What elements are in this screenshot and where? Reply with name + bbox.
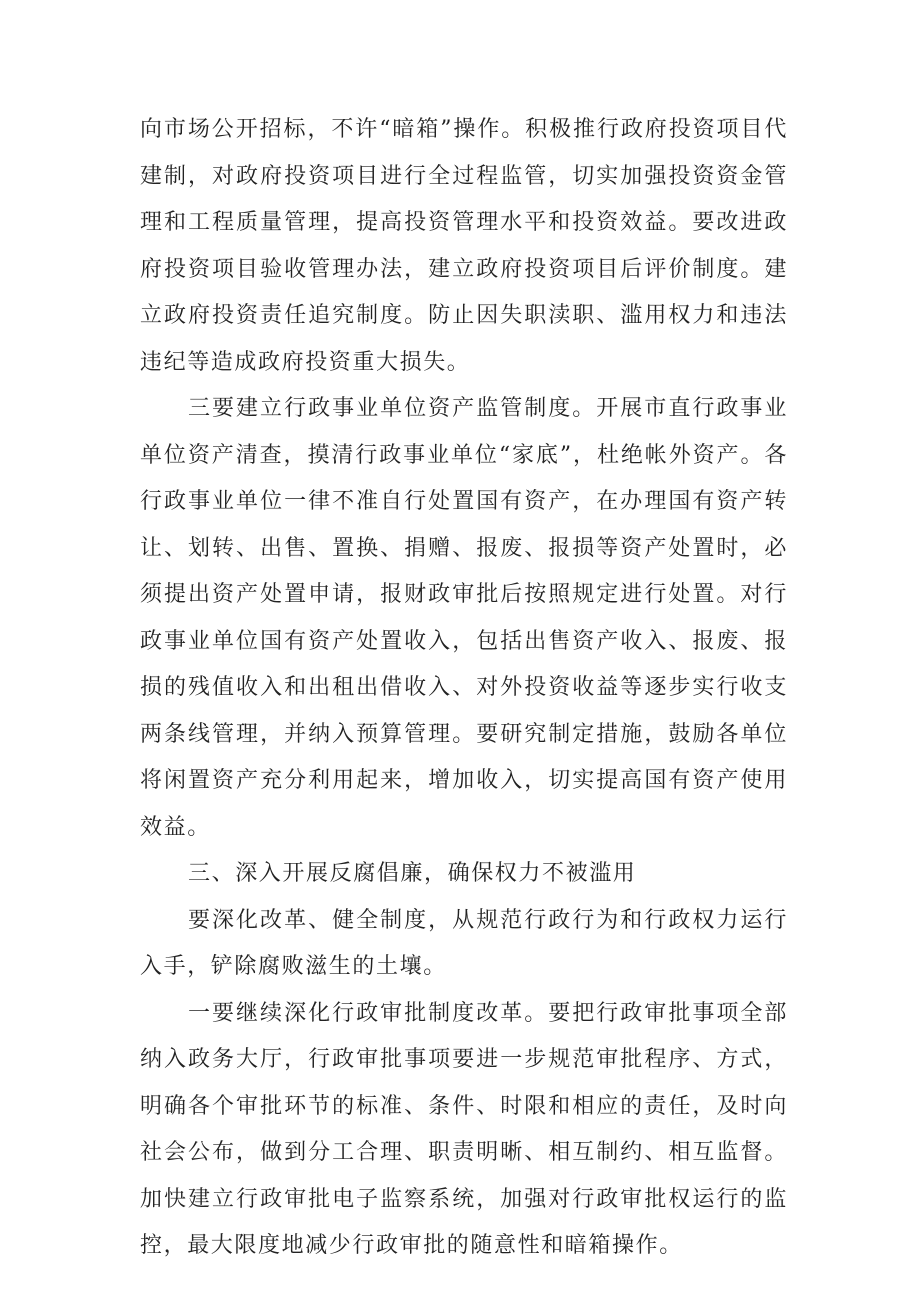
document-body bbox=[140, 107, 788, 1270]
paragraph-4: 一要继续深化行政审批制度改革。要把行政审批事项全部纳入政务大厅，行政审批事项要进一步规范审批程序、方式，明确各个审批环节的标准、条件、时限和相应的责任，及时向社会公布，做到分工合理、职责明晰、相互制约、相互监督。加快建立行政审批电子监察系统，加强对行政审批权运行的监控，最大限度地减少行政审批的随意性和暗箱操作。 bbox=[140, 1000, 788, 1258]
section-heading: 三、深入开展反腐倡廉，确保权力不被滥用 bbox=[188, 861, 637, 886]
paragraph-3: 要深化改革、健全制度，从规范行政行为和行政权力运行入手，铲除腐败滋生的土壤。 bbox=[140, 907, 788, 979]
paragraph-2: 三要建立行政事业单位资产监管制度。开展市直行政事业单位资产清查，摸清行政事业单位“家底”，杜绝帐外资产。各行政事业单位一律不准自行处置国有资产，在办理国有资产转让、划转、出售、置换、捐赠、报废、报损等资产处置时，必须提出资产处置申请，报财政审批后按照规定进行处置。对行政事业单位国有资产处置收入，包括出售资产收入、报废、报损的残值收入和出租出借收入、对外投资收益等逐步实行收支两条线管理，并纳入预算管理。要研究制定措施，鼓励各单位将闲置资产充分利用起来，增加收入，切实提高国有资产使用效益。 bbox=[140, 396, 788, 840]
paragraph-1: 向市场公开招标，不许“暗箱”操作。积极推行政府投资项目代建制，对政府投资项目进行全过程监管，切实加强投资资金管理和工程质量管理，提高投资管理水平和投资效益。要改进政府投资项目验收管理办法，建立政府投资项目后评价制度。建立政府投资责任追究制度。防止因失职渎职、滥用权力和违法违纪等造成政府投资重大损失。 bbox=[140, 117, 788, 375]
